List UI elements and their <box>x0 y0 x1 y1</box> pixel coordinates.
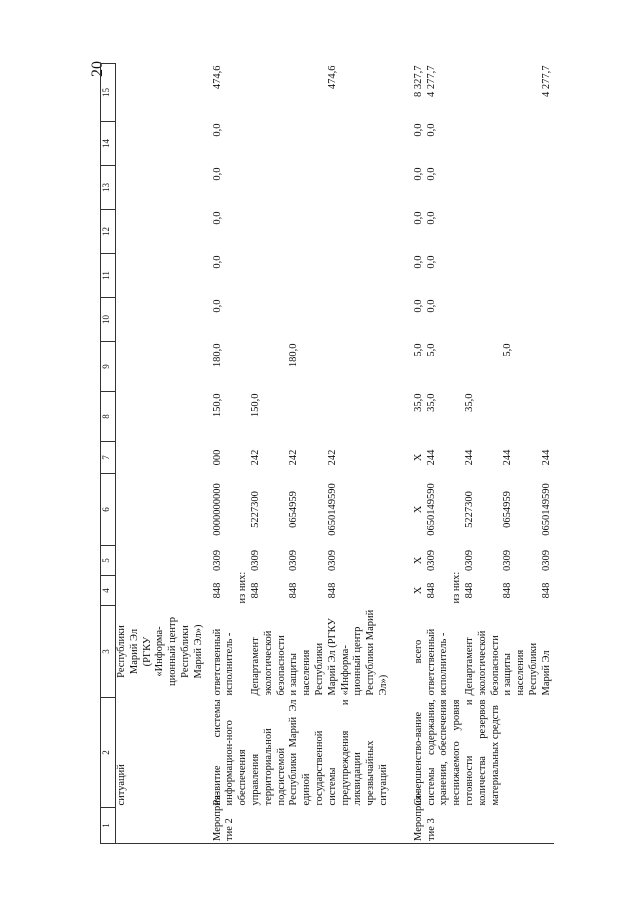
of-which-label: из них: <box>237 571 249 604</box>
header-col-3: 3 <box>101 606 116 698</box>
rotated-table-container <box>100 64 620 844</box>
header-col-13: 13 <box>101 166 116 210</box>
header-col-12: 12 <box>101 210 116 254</box>
header-col-8: 8 <box>101 392 116 442</box>
table-row: Департамент экологической безопасности 848 0309 5227300 244 35,0 <box>463 393 501 696</box>
header-col-7: 7 <box>101 442 116 474</box>
header-col-5: 5 <box>101 546 116 576</box>
table-row: Мероприя- тие 3 Совершенство-вание системы содержания, хранения, обеспечения неснижаемого уровня готовности и количества резервов материальных средств всего X X X X 35,0 5,0 0,0 0,0 0,0 0,0 0,0 8 327,7 <box>413 64 426 844</box>
of-which-label: из них: <box>451 571 463 604</box>
continuation-name: ситуаций <box>116 764 127 806</box>
table-row: Марий Эл (РГКУ «Информа-ционный центр Республики Марий Эл») 848 0309 0650149590 242 474,6 <box>326 65 389 696</box>
event-2-name: Развитие системы информацион-ного обеспечения управления территориальной подсистемой Республики Марий Эл единой государственной системы предупреждения и ликвидации чрезвычайных ситуаций <box>211 699 389 806</box>
table-row: ответственный исполнитель - 848 0309 0650149590 244 35,0 5,0 0,0 0,0 0,0 0,0 0,0 4 277,7 <box>425 65 450 696</box>
header-col-15: 15 <box>101 64 116 122</box>
header-col-14: 14 <box>101 122 116 166</box>
event-3-label: Мероприя- тие 3 <box>413 808 554 844</box>
page-number: 20 <box>89 61 106 77</box>
table-header <box>101 64 116 844</box>
header-col-10: 10 <box>101 298 116 342</box>
header-col-4: 4 <box>101 576 116 606</box>
executor-label: ответственный исполнитель - <box>425 628 450 696</box>
table-row: Марий Эл 848 0309 0650149590 244 4 277,7 <box>540 65 552 696</box>
header-col-11: 11 <box>101 254 116 298</box>
table-row: Мероприя- тие 2 Развитие системы информацион-ного обеспечения управления территориальной подсистемой Республики Марий Эл единой государственной системы предупреждения и ликвидации чрезвычайных ситуаций ответственный исполнитель - 848 0309 0000000000 000 150,0 180,0 0,0 0,0 0,0 0,0 0,0 474,6 <box>212 64 238 844</box>
table-row: и защиты населения Республики 848 0309 0654959 244 5,0 <box>502 343 539 696</box>
table-row-continuation <box>116 64 206 844</box>
table-row: Департамент экологической безопасности 848 0309 5227300 242 150,0 <box>249 393 287 696</box>
table-row: и защиты населения Республики 848 0309 0654959 242 180,0 <box>288 343 325 696</box>
event-3-name: Совершенство-вание системы содержания, хранения, обеспечения неснижаемого уровня готовности и количества резервов материальных средств <box>412 699 501 806</box>
event-2-label: Мероприя- тие 2 <box>212 808 391 844</box>
total-label: всего <box>412 639 424 664</box>
header-col-2: 2 <box>101 698 116 808</box>
header-col-9: 9 <box>101 342 116 392</box>
budget-table <box>100 63 554 844</box>
header-col-1: 1 <box>101 808 116 844</box>
executor-label: ответственный исполнитель - <box>211 628 236 696</box>
continuation-executor: Республики Марий Эл (РГКУ «Информа- ционный центр Республики Марий Эл») <box>116 617 204 686</box>
header-col-6: 6 <box>101 474 116 546</box>
